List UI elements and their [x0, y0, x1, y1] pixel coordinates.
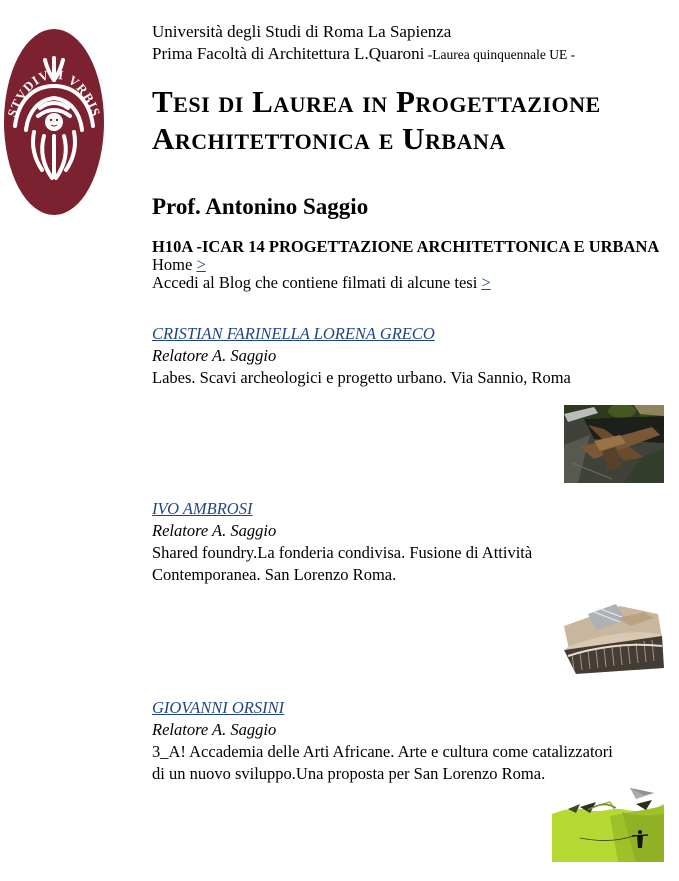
thesis-entry-1: [152, 323, 679, 483]
home-nav-line: [152, 256, 679, 274]
page-title: [152, 83, 672, 157]
faculty-name: Prima Facoltà di Architettura L.Quaroni: [152, 44, 425, 63]
thesis-3-image[interactable]: [552, 776, 664, 862]
thesis-2-authors-link[interactable]: IVO AMBROSI: [152, 499, 253, 518]
logo-motto-text: STVDIVM VRBIS: [4, 66, 104, 119]
page-title-line2: Architettonica e Urbana: [152, 121, 506, 156]
thesis-entry-3: [152, 697, 679, 862]
thesis-3-authors-link[interactable]: GIOVANNI ORSINI: [152, 698, 285, 717]
blog-label: Accedi al Blog che contiene filmati di alcune tesi: [152, 273, 482, 292]
sapienza-studium-urbis-logo: [2, 26, 106, 218]
main-content: [152, 0, 679, 862]
thesis-1-advisor: Relatore A. Saggio: [152, 346, 277, 365]
course-heading: H10A -ICAR 14 PROGETTAZIONE ARCHITETTONICA E URBANA: [152, 237, 660, 256]
faculty-suffix: -Laurea quinquennale UE -: [424, 47, 576, 62]
thesis-2-advisor: Relatore A. Saggio: [152, 521, 277, 540]
faculty-line: [152, 43, 679, 66]
thesis-3-description: 3_A! Accademia delle Arti Africane. Arte e cultura come catalizzatori di un nuovo sviluppo.Una proposta per San Lorenzo Roma.: [152, 742, 613, 783]
home-label: Home: [152, 255, 197, 274]
thesis-1-authors-link[interactable]: CRISTIAN FARINELLA LORENA GRECO: [152, 324, 435, 343]
university-name: Università degli Studi di Roma La Sapienza: [152, 22, 452, 41]
thesis-1-figure: [152, 405, 679, 483]
professor-name: Prof. Antonino Saggio: [152, 194, 369, 219]
thesis-3-advisor: Relatore A. Saggio: [152, 720, 277, 739]
home-link[interactable]: >: [196, 255, 206, 274]
blog-link[interactable]: >: [481, 273, 491, 292]
thesis-2-description: Shared foundry.La fonderia condivisa. Fusione di Attività Contemporanea. San Lorenzo Roma.: [152, 543, 533, 584]
thesis-entry-2: [152, 498, 679, 681]
blog-nav-line: [152, 274, 679, 292]
page-title-line1: Tesi di Laurea in Progettazione: [152, 84, 601, 119]
thesis-2-image[interactable]: [558, 596, 664, 681]
thesis-2-figure: [152, 596, 679, 681]
thesis-1-description: Labes. Scavi archeologici e progetto urbano. Via Sannio, Roma: [152, 368, 571, 387]
thesis-3-figure: [152, 776, 679, 862]
thesis-1-image[interactable]: [564, 405, 664, 483]
